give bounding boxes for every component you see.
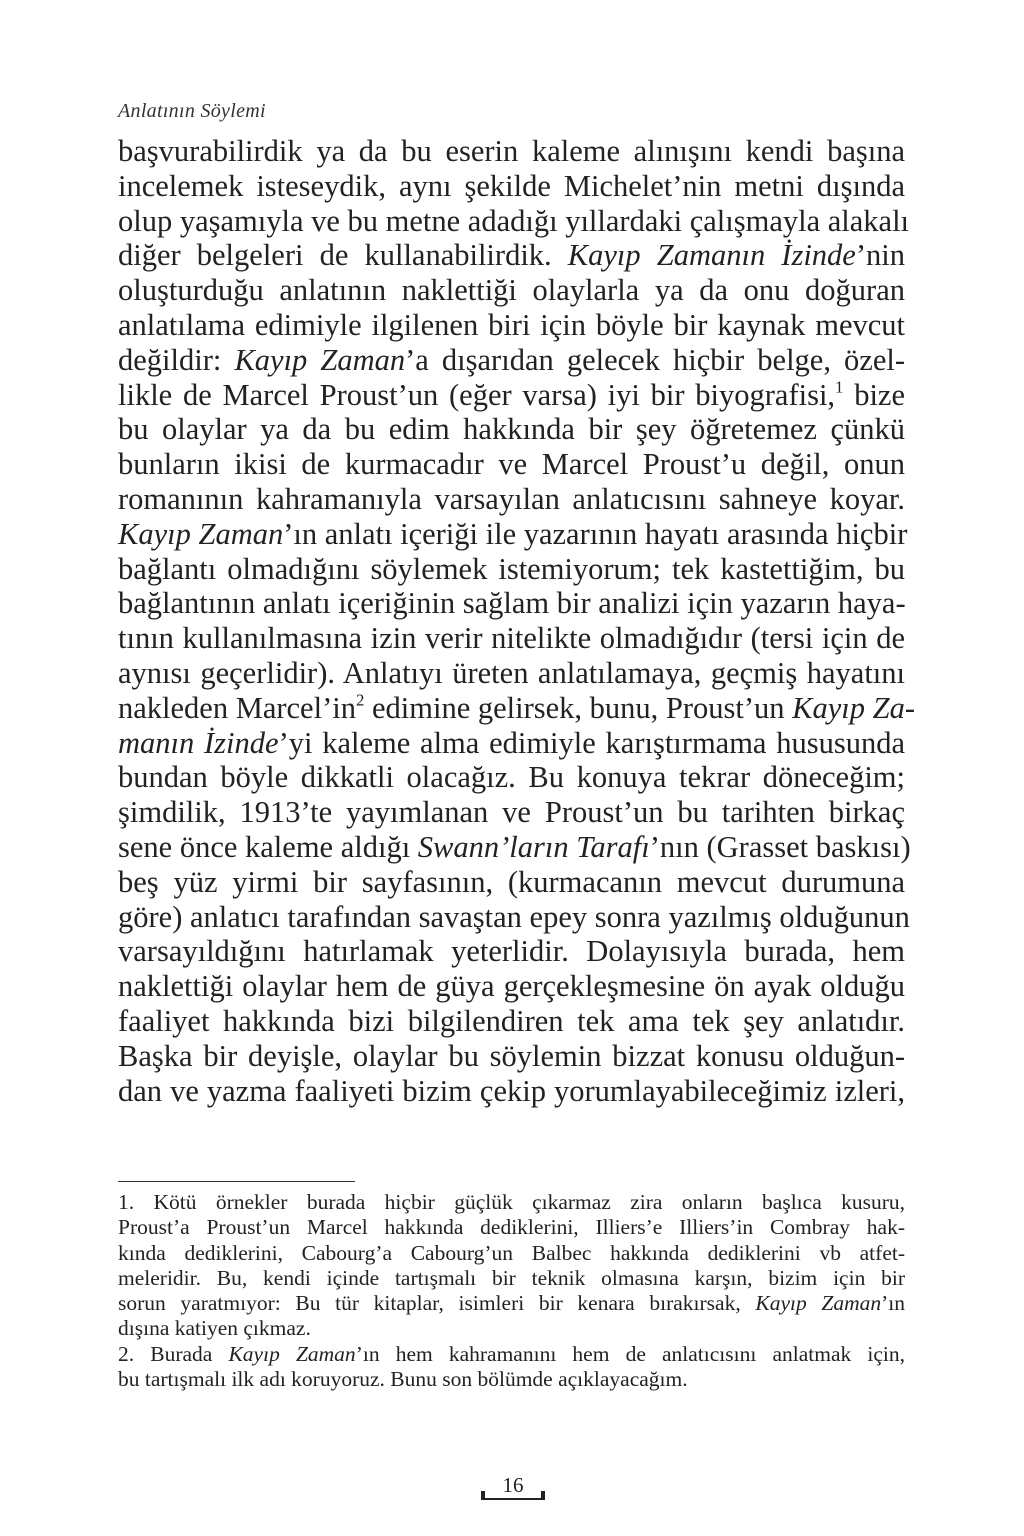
body-line <box>118 412 905 447</box>
footnote-line <box>118 1190 905 1215</box>
text-run: dışına katiyen çıkmaz. <box>118 1316 311 1341</box>
body-line <box>118 308 905 343</box>
text-run: faaliyet hakkında bizi bilgilendiren tek ama tek şey anlatıdır. <box>118 1003 905 1038</box>
text-run: diğer belgeleri de kullanabilirdik. <box>118 238 568 273</box>
text-run: varsayıldığını hatırlamak yeterlidir. Dolayısıyla burada, hem <box>118 934 905 969</box>
text-run: meleridir. Bu, kendi içinde tartışmalı bir teknik olmasına karşın, bizim için bir <box>118 1265 905 1290</box>
text-run: şimdilik, 1913’te yayımlanan ve Proust’un bu tarihten birkaç <box>118 795 905 830</box>
text-run: anlatılama edimiyle ilgilenen biri için böyle bir kaynak mevcut <box>118 307 905 342</box>
text-run: başvurabilirdik ya da bu eserin kaleme alınışını kendi başına <box>118 134 905 168</box>
footnote-line <box>118 1241 905 1266</box>
text-run: aynısı geçerlidir). Anlatıyı üreten anlatılamaya, geçmiş hayatını <box>118 655 905 690</box>
italic-title: Kayıp Zaman <box>755 1291 882 1316</box>
italic-title: Kayıp Zaman <box>228 1341 356 1366</box>
italic-title: Kayıp Za- <box>792 690 916 725</box>
footnote-line <box>118 1342 905 1367</box>
page-number: 16 <box>502 1473 524 1497</box>
body-line <box>118 586 905 621</box>
body-line <box>118 934 905 969</box>
text-run: incelemek isteseydik, aynı şekilde Michelet’nin metni dışında <box>118 168 905 203</box>
text-run: ’ın anlatı içeriği ile yazarının hayatı arasında hiçbir <box>283 516 908 551</box>
footnote-line <box>118 1291 905 1316</box>
text-run: beş yüz yirmi bir sayfasının, (kurmacanın mevcut durumuna <box>118 864 905 899</box>
body-line <box>118 760 905 795</box>
text-run: ’ın <box>881 1291 905 1316</box>
italic-title: Kayıp Zaman <box>234 342 406 377</box>
body-line <box>118 969 905 1004</box>
folio-tick-left <box>481 1491 485 1499</box>
body-line <box>118 343 905 378</box>
text-run: bu tartışmalı ilk adı koruyoruz. Bunu son bölümde açıklayacağım. <box>118 1367 688 1392</box>
body-line <box>118 726 905 761</box>
body-line <box>118 621 905 656</box>
footnotes <box>118 1190 905 1392</box>
page-folio <box>481 1473 545 1499</box>
body-line <box>118 378 905 413</box>
body-line <box>118 656 905 691</box>
folio-underline <box>481 1498 545 1500</box>
body-line <box>118 169 905 204</box>
body-text <box>118 134 916 1108</box>
text-run: edimine gelirsek, bunu, Proust’un <box>364 690 793 725</box>
body-line <box>118 203 910 239</box>
text-run: bize <box>843 377 905 412</box>
body-line <box>118 482 905 517</box>
text-run: 2. Burada <box>118 1341 229 1366</box>
text-run: ’yi kaleme alma edimiyle karıştırmama hususunda <box>278 725 906 760</box>
text-run: tının kullanılmasına izin verir nitelikte olmadığıdır (tersi için de <box>118 621 905 656</box>
text-run: ’nin <box>855 238 905 273</box>
footnote-line <box>118 1367 905 1392</box>
text-run: oluşturduğu anlatının naklettiği olaylarla ya da onu doğuran <box>118 273 905 308</box>
body-line <box>118 1074 905 1109</box>
text-run: olup yaşamıyla ve bu metne adadığı yıllardaki çalışmayla alakalı <box>118 203 910 238</box>
text-run: naklettiği olaylar hem de güya gerçekleşmesine ön ayak olduğu <box>118 969 905 1004</box>
text-run: 1. Kötü örnekler burada hiçbir güçlük çıkarmaz zira onların başlıca kusuru, <box>118 1190 905 1214</box>
text-run: likle de Marcel Proust’un (eğer varsa) iyi bir biyografisi, <box>118 377 836 412</box>
footnote-line <box>118 1316 905 1341</box>
text-run: ’ın hem kahramanını hem de anlatıcısını anlatmak için, <box>355 1341 905 1366</box>
body-line <box>118 273 905 308</box>
body-line <box>118 134 905 169</box>
text-run: bunların ikisi de kurmacadır ve Marcel Proust’u değil, onun <box>118 447 905 482</box>
text-run: bağlantının anlatı içeriğinin sağlam bir analizi için yazarın haya- <box>118 586 906 621</box>
text-run: ’nın (Grasset baskısı) <box>649 829 911 864</box>
text-run: kında dediklerini, Cabourg’a Cabourg’un Balbec hakkında dediklerini vb atfet- <box>118 1240 905 1265</box>
text-run: ’a dışarıdan gelecek hiçbir belge, özel- <box>405 342 906 377</box>
italic-title: Swann’ların Tarafı <box>417 829 650 864</box>
text-run: nakleden Marcel’in <box>118 690 356 725</box>
body-line <box>118 899 910 935</box>
text-run: romanının kahramanıyla varsayılan anlatıcısını sahneye koyar. <box>118 481 905 516</box>
italic-title: Kayıp Zamanın İzinde <box>567 238 856 273</box>
footnote-line <box>118 1215 905 1240</box>
text-run: dan ve yazma faaliyeti bizim çekip yorumlayabileceğimiz izleri, <box>118 1073 905 1108</box>
body-line <box>118 1004 905 1039</box>
text-run: Başka bir deyişle, olaylar bu söylemin bizzat konusu olduğun- <box>118 1038 905 1073</box>
body-line <box>118 1039 905 1074</box>
body-line <box>118 690 916 726</box>
text-run: göre) anlatıcı tarafından savaştan epey sonra yazılmış olduğunun <box>118 899 910 934</box>
text-run: sene önce kaleme aldığı <box>118 829 418 864</box>
body-line <box>118 865 905 900</box>
body-line <box>118 238 905 273</box>
footnote-marker: 1 <box>835 377 844 396</box>
body-line <box>118 795 905 830</box>
text-run: bağlantı olmadığını söylemek istemiyorum; tek kastettiğim, bu <box>118 551 905 586</box>
text-run: sorun yaratmıyor: Bu tür kitaplar, isimleri bir kenara bırakırsak, <box>118 1291 756 1316</box>
running-head: Anlatının Söylemi <box>118 100 266 122</box>
footnote-line <box>118 1266 905 1291</box>
body-line <box>118 552 905 587</box>
body-line <box>118 447 905 482</box>
italic-title: Kayıp Zaman <box>118 516 284 551</box>
footnote-marker: 2 <box>355 690 365 710</box>
text-run: bu olaylar ya da bu edim hakkında bir şey öğretemez çünkü <box>118 412 905 447</box>
text-run: Proust’a Proust’un Marcel hakkında dediklerini, Illiers’e Illiers’in Combray hak- <box>118 1215 905 1240</box>
footnote-rule <box>118 1181 355 1182</box>
italic-title: manın İzinde <box>118 725 279 760</box>
body-line <box>118 829 911 865</box>
folio-tick-right <box>541 1491 545 1499</box>
body-line <box>118 516 908 552</box>
text-run: bundan böyle dikkatli olacağız. Bu konuya tekrar döneceğim; <box>118 760 905 795</box>
text-run: değildir: <box>118 342 235 377</box>
